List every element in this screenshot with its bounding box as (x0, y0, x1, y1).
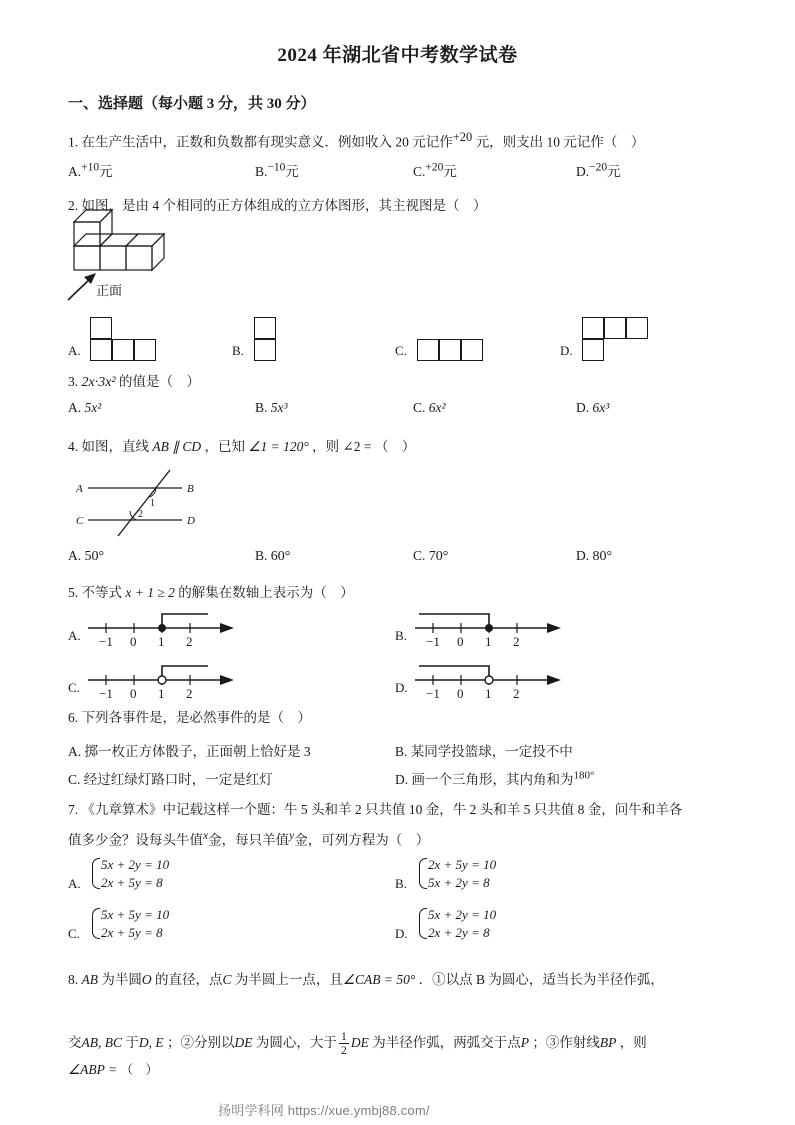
svg-text:0: 0 (457, 634, 464, 649)
question-7-line1 (68, 800, 768, 820)
svg-text:2: 2 (186, 634, 193, 649)
q7-option-c[interactable]: C. 5x + 5y = 10 2x + 5y = 8 (68, 907, 170, 941)
q6-number: 6. (68, 710, 79, 725)
svg-text:0: 0 (457, 686, 464, 701)
q8-points-de: D, E (138, 1035, 164, 1050)
site-watermark: 扬明学科网 https://xue.ymbj88.com/ (218, 1103, 430, 1118)
q4-option-c[interactable]: C. 70° (413, 548, 449, 564)
q4-label-A: A (76, 483, 83, 495)
q7-number: 7. (68, 802, 79, 817)
q5-option-b-numberline (411, 608, 571, 648)
q7-var-x: x (203, 830, 209, 842)
question-6-text (68, 708, 311, 728)
svg-text:−1: −1 (99, 686, 113, 701)
q4-body-1: 如图，直线 (81, 439, 149, 454)
q5-body-1: 不等式 (81, 585, 122, 600)
svg-text:0: 0 (130, 686, 137, 701)
q7-option-c-system: 5x + 5y = 10 2x + 5y = 8 (88, 906, 169, 941)
q7-option-a[interactable]: A. 5x + 2y = 10 2x + 5y = 8 (68, 857, 170, 891)
q5-option-c-numberline (84, 660, 244, 700)
q1-inline-value: +20 (452, 130, 473, 144)
q4-number: 4. (68, 439, 79, 454)
q4-option-d[interactable]: D. 80° (576, 548, 613, 564)
question-7-line2 (68, 828, 768, 851)
q4-label-C: C (76, 515, 84, 527)
q7-option-a-system: 5x + 2y = 10 2x + 5y = 8 (88, 856, 169, 891)
svg-text:−1: −1 (99, 634, 113, 649)
q4-label-B: B (187, 483, 194, 495)
svg-text:0: 0 (130, 634, 137, 649)
q4-parallel-lines-figure (70, 466, 270, 538)
q6-body: 下列各事件是，是必然事件的是（ ） (81, 710, 311, 725)
q8-frac-de: DE (350, 1035, 369, 1050)
q7-body-1: 《九章算术》中记载这样一个题：牛 5 头和羊 2 只共值 10 金，牛 2 头和羊 5 只共值 8 金，问牛和羊各 (81, 802, 683, 817)
svg-text:−1: −1 (426, 686, 440, 701)
question-1-text (68, 128, 644, 153)
q3-number: 3. (68, 374, 79, 389)
q3-expression: 2x·3x² (81, 375, 116, 390)
question-4-options (68, 548, 768, 572)
page-title: 2024 年湖北省中考数学试卷 (277, 45, 518, 66)
q8-point-p: P (520, 1035, 529, 1050)
q8-half-fraction: $\frac{1}{2}$ (340, 1029, 347, 1057)
q6-option-c[interactable]: C. 经过红绿灯路口时，一定是红灯 (68, 772, 273, 787)
q8-seg-ab-bc: AB, BC (81, 1035, 122, 1050)
q5-expression: x + 1 ≥ 2 (125, 585, 175, 600)
section-heading: 一、选择题（每小题 3 分，共 30 分） (68, 96, 316, 112)
question-3-text (68, 372, 200, 393)
question-3-options (68, 400, 768, 424)
q7-var-y: y (289, 830, 295, 842)
q1-option-a[interactable]: A.+10元 (68, 161, 113, 179)
q6-option-d[interactable]: D. 画一个三角形，其内角和为$^{180^\circ}$ (395, 769, 595, 787)
q5-option-a-numberline (84, 608, 244, 648)
q7-option-d-system: 5x + 2y = 10 2x + 2y = 8 (415, 906, 496, 941)
q1-body-after: 元，则支出 10 元记作（ ） (475, 134, 645, 150)
q2-isometric-figure (68, 218, 198, 280)
q6-option-b[interactable]: B. 某同学投篮球，一定投不中 (395, 744, 573, 759)
question-2-text (68, 196, 487, 216)
q2-number: 2. (68, 198, 79, 213)
q7-option-b[interactable]: B. 2x + 5y = 10 5x + 2y = 8 (395, 857, 497, 891)
q4-expr-parallel: AB ∥ CD (152, 439, 202, 454)
q7-body-2c: 金，可列方程为（ ） (294, 832, 430, 848)
q4-option-a[interactable]: A. 50° (68, 548, 105, 564)
q8-ray-bp: BP (599, 1035, 617, 1050)
svg-text:2: 2 (513, 634, 520, 649)
q3-option-a[interactable]: A. 5x² (68, 400, 102, 415)
svg-text:1: 1 (158, 686, 165, 701)
q3-option-d[interactable]: D. 6x³ (576, 400, 610, 415)
q8-angle-abp: ∠ABP = (68, 1062, 118, 1077)
q4-label-D: D (187, 515, 195, 527)
q5-option-d-numberline (411, 660, 571, 700)
q1-option-c[interactable]: C.+20元 (413, 161, 457, 179)
q7-body-2b: 金，每只羊值 (208, 832, 290, 848)
q6-option-a[interactable]: A. 掷一枚正方体骰子，正面朝上恰好是 3 (68, 744, 311, 759)
front-view-label: 正面 (96, 283, 123, 298)
svg-text:−1: −1 (426, 634, 440, 649)
q4-expr-angle1: ∠1 = 120° (248, 439, 309, 454)
q8-angle-cab: ∠CAB = 50° (342, 972, 416, 987)
q4-label-angle1: 1 (150, 498, 155, 509)
question-8-line3: ∠ABP = （ ） (68, 1062, 158, 1077)
q3-option-c[interactable]: C. 6x² (413, 400, 446, 415)
q1-number: 1. (68, 134, 79, 150)
q8-number: 8. (68, 972, 79, 987)
exam-page: 2024 年湖北省中考数学试卷 一、选择题（每小题 3 分，共 30 分） 1. 在生产生活中，正数和负数都有现实意义．例如收入 20 元记作+20 元，则支出 10 元记作（ ） A.+10元 B.−10元 C.+20元 D.−20元 2. 如图，是由 4 个相同的正方体组成的立方体图形，其主视图是（ ） 正面 A. B. C. D. 3. 2x·3x² 的值是（ ） A. 5x² B. 5x³ C. 6x² D. 6x³ 4. 如图，直线 AB ∥ CD ，已知 ∠1 = 120° ，则 ∠2 = （ ） A B C D 1 2 A. 50° B. 60° C. 70° D. 80° 5. 不等式 x + 1 ≥ 2 的解集在数轴上表示为（ ） A. −1 0 1 2 B. −1 0 1 2 C. −1 0 1 2 D. −1 0 1 2 6. 下列各事件是，是必然事件的是（ ） A. 掷一枚正方体骰子，正面朝上恰好是 3 B. 某同学投篮球，一定投不中 C. 经过红绿灯路口时，一定是红灯 D. 画一个三角形，其内角和为$^{180^\circ}$ 7. 《九章算术》中记载这样一个题：牛 5 头和羊 2 只共值 10 金，牛 2 头和羊 5 只共值 8 金，问牛和羊各 值多少金？设每头牛值x金，每只羊值y金，可列方程为（ ） A. 5x + 2y = 10 2x + 5y = 8 B. 2x + 5y = 10 5x + 2y = 8 C. 5x + 5y = 10 2x + 5y = 8 D. 5x + 2y = 10 2x + 2y = 8 8. AB 为半圆O 的直径，点C 为半圆上一点，且∠CAB = 50° ．①以点 B 为圆心，适当长为半径作弧， 交AB, BC 于D, E ；②分别以DE 为圆心，大于 $\frac{1}{2}$ DE 为半径作弧，两弧交于点P ；③作射线BP ，则 ∠ABP = （ ） 扬明学科网 https://xue.ymbj88.com/ (0, 0, 795, 1125)
svg-text:2: 2 (186, 686, 193, 701)
svg-text:2: 2 (513, 686, 520, 701)
svg-text:1: 1 (485, 634, 492, 649)
svg-text:1: 1 (485, 686, 492, 701)
q5-number: 5. (68, 585, 79, 600)
question-4-text (68, 437, 415, 457)
question-5-text (68, 583, 354, 603)
q1-body: 在生产生活中，正数和负数都有现实意义．例如收入 20 元记作 (81, 134, 453, 150)
q2-body: 如图，是由 4 个相同的正方体组成的立方体图形，其主视图是（ ） (81, 198, 487, 213)
q3-option-b[interactable]: B. 5x³ (255, 400, 288, 415)
q1-option-b[interactable]: B.−10元 (255, 161, 299, 179)
question-1-options (68, 160, 768, 184)
q8-point-o: O (141, 972, 152, 987)
q8-arc-de: DE (234, 1035, 253, 1050)
q8-point-c: C (222, 972, 232, 987)
q3-body: 的值是（ ） (119, 374, 200, 389)
q1-option-d[interactable]: D.−20元 (576, 161, 621, 179)
q4-body-3: ，则 ∠2 = （ ） (312, 439, 416, 454)
q7-option-b-system: 2x + 5y = 10 5x + 2y = 8 (415, 856, 496, 891)
q5-body-2: 的解集在数轴上表示为（ ） (178, 585, 354, 600)
q8-seg-ab: AB (81, 972, 98, 987)
svg-text:1: 1 (158, 634, 165, 649)
q7-body-2a: 值多少金？设每头牛值 (68, 832, 203, 848)
q4-option-b[interactable]: B. 60° (255, 548, 291, 564)
q4-label-angle2: 2 (138, 509, 143, 520)
q7-option-d[interactable]: D. 5x + 2y = 10 2x + 2y = 8 (395, 907, 497, 941)
question-8-line1: 8. AB 为半圆O 的直径，点C 为半圆上一点，且∠CAB = 50° ．①以点 B 为圆心，适当长为半径作弧， (68, 972, 664, 987)
q4-body-2: ，已知 (204, 439, 245, 454)
question-8-line2: 交AB, BC 于D, E ；②分别以DE 为圆心，大于 $\frac{1}{2}$ DE 为半径作弧，两弧交于点P ；③作射线BP ，则 (68, 1029, 647, 1057)
